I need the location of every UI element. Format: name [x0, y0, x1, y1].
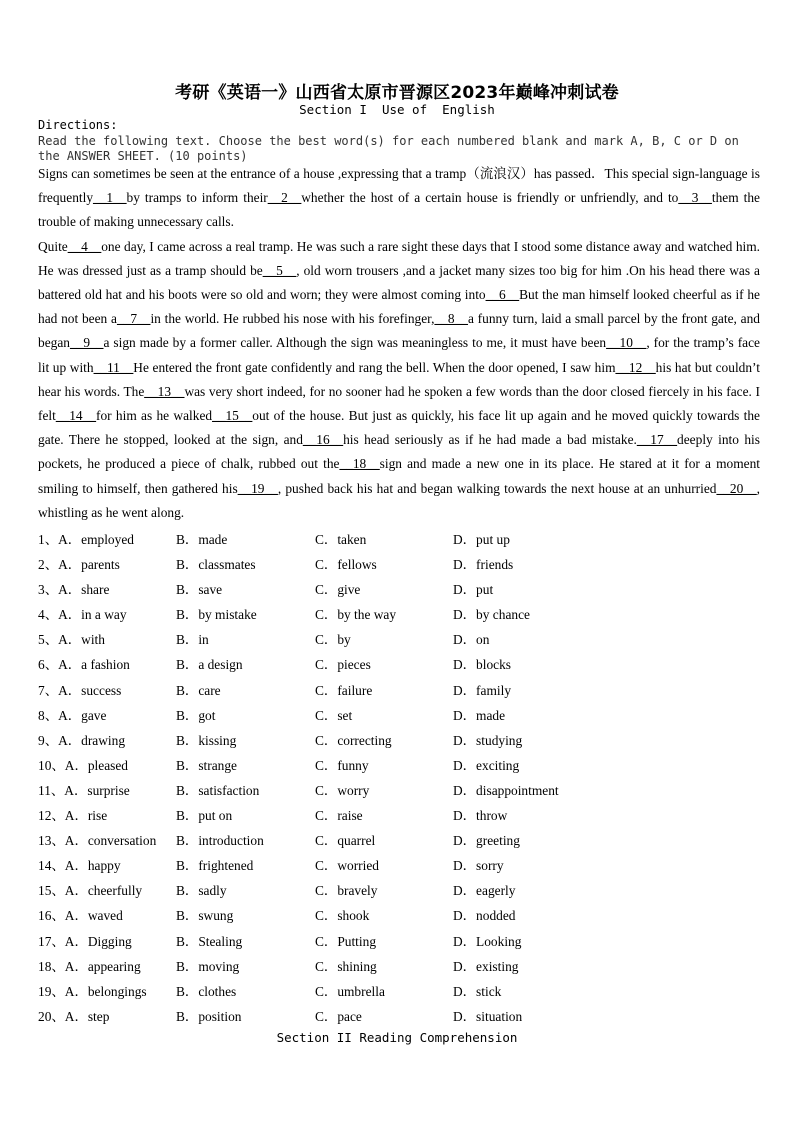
question-number: 19、 — [38, 983, 65, 999]
passage-text: whether the host of a certain house is friendly or unfriendly, and to — [301, 190, 679, 206]
option-a[interactable] — [38, 1006, 109, 1025]
question-row — [38, 952, 760, 977]
option-c[interactable]: C．set — [315, 707, 353, 723]
option-a[interactable] — [38, 805, 107, 824]
blank-14: __14__ — [55, 408, 97, 424]
option-a[interactable] — [38, 905, 123, 924]
option-d[interactable]: D．family — [453, 682, 512, 698]
option-d[interactable]: D．eagerly — [453, 883, 516, 899]
option-a[interactable] — [38, 780, 130, 799]
option-c[interactable]: C．fellows — [315, 557, 377, 573]
question-number: 4、 — [38, 607, 59, 623]
option-a-label: A．Digging — [64, 933, 132, 949]
option-c[interactable]: C．funny — [315, 757, 369, 773]
option-b[interactable]: B．strange — [176, 757, 237, 773]
option-d[interactable]: D．put up — [453, 532, 510, 547]
option-d[interactable]: D．stick — [453, 983, 502, 999]
option-c[interactable]: C．raise — [315, 808, 363, 824]
option-d[interactable]: D．throw — [453, 808, 508, 824]
option-c[interactable]: C．worried — [315, 858, 379, 874]
option-a[interactable] — [38, 705, 106, 724]
question-row — [38, 726, 760, 751]
option-b[interactable]: B．satisfaction — [176, 782, 260, 798]
option-b[interactable]: B．Stealing — [176, 933, 243, 949]
question-row — [38, 575, 760, 600]
question-number: 7、 — [38, 682, 59, 698]
question-number: 10、 — [38, 757, 65, 773]
question-number: 14、 — [38, 858, 65, 874]
option-b[interactable]: B．introduction — [176, 833, 264, 849]
question-row — [38, 876, 760, 901]
option-a-label: A．appearing — [64, 958, 141, 974]
option-d[interactable]: D．blocks — [453, 657, 512, 673]
question-number: 9、 — [38, 732, 59, 748]
passage-text: out of the house. But just as quickly, his face lit up again and he moved quickly towards the gate. There he stopped, looked at the sign, and — [38, 408, 760, 448]
passage-text: his hat but couldn’t hear his words. The — [38, 359, 760, 399]
option-b[interactable]: B．save — [176, 582, 223, 598]
passage-text: , pushed back his hat and began walking towards the next house at an unhurried — [277, 480, 717, 496]
passage-text: was very short indeed, for no sooner had he spoken a few words than the door closed fiercely in his face. I felt — [38, 383, 760, 424]
option-d[interactable]: D．sorry — [453, 858, 504, 874]
option-c[interactable]: C．by the way — [315, 607, 397, 623]
passage-text: sign and made a new one in its place. He stared at it for a moment smiling to himself, then gathered his — [38, 456, 761, 496]
option-b[interactable]: B．in — [176, 632, 209, 648]
question-row — [38, 701, 760, 726]
option-d[interactable]: D．studying — [453, 732, 523, 748]
option-d[interactable]: D．greeting — [453, 833, 520, 849]
question-row — [38, 550, 760, 575]
question-row — [38, 801, 760, 826]
option-d[interactable]: D．friends — [453, 557, 514, 573]
question-row — [38, 650, 760, 675]
option-b[interactable]: B．got — [176, 707, 216, 723]
option-b[interactable]: B．swung — [176, 908, 234, 924]
blank-13: __13__ — [144, 383, 185, 399]
option-a[interactable] — [38, 554, 120, 573]
section-heading: Section I Use of English — [299, 102, 495, 117]
question-row — [38, 676, 760, 701]
option-b[interactable]: B．position — [176, 1008, 242, 1024]
passage-text: one day, I came across a real tramp. He was such a rare sight these days that I stood some distance away and watched him. He was dressed just as a tramp should be — [38, 238, 760, 278]
directions-label: Directions: — [38, 118, 118, 132]
passage-text: He entered the front gate confidently and rang the bell. When the door opened, I saw him — [133, 359, 616, 375]
option-c[interactable]: C．by — [315, 632, 351, 648]
question-number: 13、 — [38, 833, 65, 849]
passage-text: But the man himself looked cheerful as if he had not been a — [38, 287, 760, 327]
option-b[interactable]: B．frightened — [176, 858, 254, 874]
option-d[interactable]: D．on — [453, 632, 490, 648]
passage-text: in the world. He rubbed his nose with his forefinger, — [150, 311, 435, 327]
question-row — [38, 776, 760, 801]
question-row — [38, 751, 760, 776]
option-b[interactable]: B．a design — [176, 657, 243, 673]
option-a[interactable] — [38, 629, 105, 648]
option-c[interactable]: C．shining — [315, 958, 377, 974]
option-a-label: A．surprise — [64, 782, 130, 798]
option-b[interactable]: B．made — [176, 532, 228, 547]
passage-text: Signs can sometimes be seen at the entrance of a house ,expressing that a tramp（流浪汉）has passed．This special sign-language is frequently — [38, 166, 760, 206]
blank-10: __10__ — [606, 335, 647, 351]
option-c[interactable]: C．shook — [315, 908, 370, 924]
passage-text: them the trouble of making unnecessary calls. — [38, 190, 760, 230]
blank-11: __11__ — [93, 359, 134, 375]
passage-text: , old worn trousers ,and a jacket many sizes too big for him .On his head there was a battered old hat and his boots were so old and worn; they were almost coming into — [38, 262, 760, 303]
option-c[interactable]: C．failure — [315, 682, 373, 698]
option-a[interactable] — [38, 880, 142, 899]
option-a-label: A．pleased — [64, 757, 128, 773]
blank-17: __17__ — [636, 432, 678, 448]
option-a[interactable] — [38, 956, 141, 975]
passage-text: , for the tramp’s face lit up with — [38, 335, 760, 375]
option-a-label: A．rise — [64, 808, 108, 824]
option-a[interactable] — [38, 755, 128, 774]
option-c[interactable]: C．correcting — [315, 732, 392, 748]
question-row — [38, 927, 760, 952]
passage-paragraph — [38, 162, 760, 235]
option-d[interactable]: D．made — [453, 707, 506, 723]
blank-20: __20__ — [716, 480, 757, 496]
option-b[interactable]: B．by mistake — [176, 607, 257, 623]
passage-text: by tramps to inform their — [126, 190, 268, 206]
question-number: 15、 — [38, 883, 65, 899]
blank-6: __6__ — [485, 287, 520, 303]
option-a-label: A．cheerfully — [64, 883, 143, 899]
blank-9: __9__ — [69, 335, 104, 351]
blank-16: __16__ — [302, 432, 344, 448]
question-row — [38, 600, 760, 625]
question-row — [38, 1002, 760, 1027]
question-row — [38, 525, 760, 550]
question-number: 6、 — [38, 657, 59, 673]
answer-options — [38, 525, 760, 1027]
option-d[interactable]: D．existing — [453, 958, 519, 974]
option-b[interactable]: B．clothes — [176, 983, 237, 999]
option-a[interactable] — [38, 931, 132, 950]
option-b[interactable]: B．moving — [176, 958, 240, 974]
option-a[interactable] — [38, 529, 134, 548]
option-a[interactable] — [38, 654, 130, 673]
option-c[interactable]: C．umbrella — [315, 983, 385, 999]
cloze-passage — [38, 162, 760, 525]
question-row — [38, 851, 760, 876]
blank-7: __7__ — [116, 311, 151, 327]
option-d[interactable]: D．by chance — [453, 607, 530, 623]
option-b[interactable]: B．classmates — [176, 557, 256, 573]
question-number: 16、 — [38, 908, 65, 924]
directions-text: Read the following text. Choose the best word(s) for each numbered blank and mark A, B, C or D on the ANSWER SHEET. (10 points) — [38, 134, 739, 163]
blank-2: __2__ — [267, 190, 302, 206]
option-a[interactable] — [38, 830, 156, 849]
option-d[interactable]: D．put — [453, 582, 494, 598]
passage-text: a sign made by a former caller. Although the sign was meaningless to me, it must have been — [103, 335, 607, 351]
passage-text: deeply into his pockets, he produced a piece of chalk, rubbed out the — [38, 432, 760, 472]
option-a-label: A．employed — [58, 532, 134, 547]
option-a[interactable] — [38, 730, 125, 749]
passage-text: , whistling as he went along. — [38, 480, 761, 520]
option-c[interactable]: C．Putting — [315, 933, 377, 949]
question-row — [38, 826, 760, 851]
option-a-label: A．share — [58, 582, 110, 598]
exam-title: 考研《英语一》山西省太原市晋源区2023年巅峰冲刺试卷 — [175, 83, 619, 103]
option-a-label: A．a fashion — [58, 657, 130, 673]
question-number: 3、 — [38, 582, 59, 598]
blank-5: __5__ — [262, 262, 297, 278]
option-a-label: A．gave — [58, 707, 107, 723]
option-c[interactable]: C．quarrel — [315, 833, 376, 849]
question-number: 20、 — [38, 1008, 65, 1024]
question-number: 17、 — [38, 933, 65, 949]
option-a[interactable] — [38, 981, 147, 1000]
option-a[interactable] — [38, 855, 121, 874]
question-row — [38, 625, 760, 650]
blank-18: __18__ — [339, 456, 380, 472]
option-a-label: A．with — [58, 632, 105, 648]
question-row — [38, 977, 760, 1002]
question-number: 2、 — [38, 557, 59, 573]
option-a-label: A．happy — [64, 858, 121, 874]
blank-4: __4__ — [67, 238, 102, 254]
option-a-label: A．drawing — [58, 732, 126, 748]
option-a[interactable] — [38, 604, 127, 623]
question-number: 12、 — [38, 808, 65, 824]
option-a[interactable] — [38, 579, 109, 598]
option-d[interactable]: D．exciting — [453, 757, 520, 773]
option-c[interactable]: C．pieces — [315, 657, 371, 673]
option-b[interactable]: B．sadly — [176, 883, 227, 899]
option-d[interactable]: D．nodded — [453, 908, 516, 924]
option-d[interactable]: D．Looking — [453, 933, 522, 949]
option-a[interactable] — [38, 680, 121, 699]
option-d[interactable]: D．situation — [453, 1008, 523, 1024]
blank-3: __3__ — [678, 190, 712, 206]
option-a-label: A．waved — [64, 908, 123, 924]
passage-paragraph — [38, 235, 760, 525]
blank-12: __12__ — [615, 359, 656, 375]
question-number: 1、 — [38, 532, 59, 547]
question-number: 5、 — [38, 632, 59, 648]
option-c[interactable]: C．worry — [315, 782, 370, 798]
blank-19: __19__ — [237, 480, 278, 496]
blank-1: __1__ — [93, 190, 127, 206]
option-d[interactable]: D．disappointment — [453, 782, 559, 798]
option-a-label: A．step — [64, 1008, 110, 1024]
passage-text: his head seriously as if he had made a bad mistake. — [343, 432, 637, 448]
option-b[interactable]: B．kissing — [176, 732, 237, 748]
option-a-label: A．conversation — [64, 833, 157, 849]
option-a-label: A．in a way — [58, 607, 127, 623]
option-c[interactable]: C．give — [315, 582, 361, 598]
option-b[interactable]: B．care — [176, 682, 221, 698]
passage-text: Quite — [38, 238, 68, 254]
blank-15: __15__ — [212, 408, 253, 424]
option-b[interactable]: B．put on — [176, 808, 233, 824]
option-c[interactable]: C．bravely — [315, 883, 378, 899]
question-row — [38, 901, 760, 926]
section-heading: Section II Reading Comprehension — [276, 1030, 518, 1045]
option-a-label: A．belongings — [64, 983, 147, 999]
passage-text: a funny turn, laid a small parcel by the front gate, and began — [38, 311, 760, 351]
question-number: 11、 — [38, 782, 65, 798]
blank-8: __8__ — [434, 311, 468, 327]
option-c[interactable]: C．pace — [315, 1008, 362, 1024]
option-a-label: A．success — [58, 682, 122, 698]
option-c[interactable]: C．taken — [315, 532, 367, 547]
option-a-label: A．parents — [58, 557, 120, 573]
question-number: 8、 — [38, 707, 59, 723]
question-number: 18、 — [38, 958, 65, 974]
passage-text: for him as he walked — [96, 408, 213, 424]
